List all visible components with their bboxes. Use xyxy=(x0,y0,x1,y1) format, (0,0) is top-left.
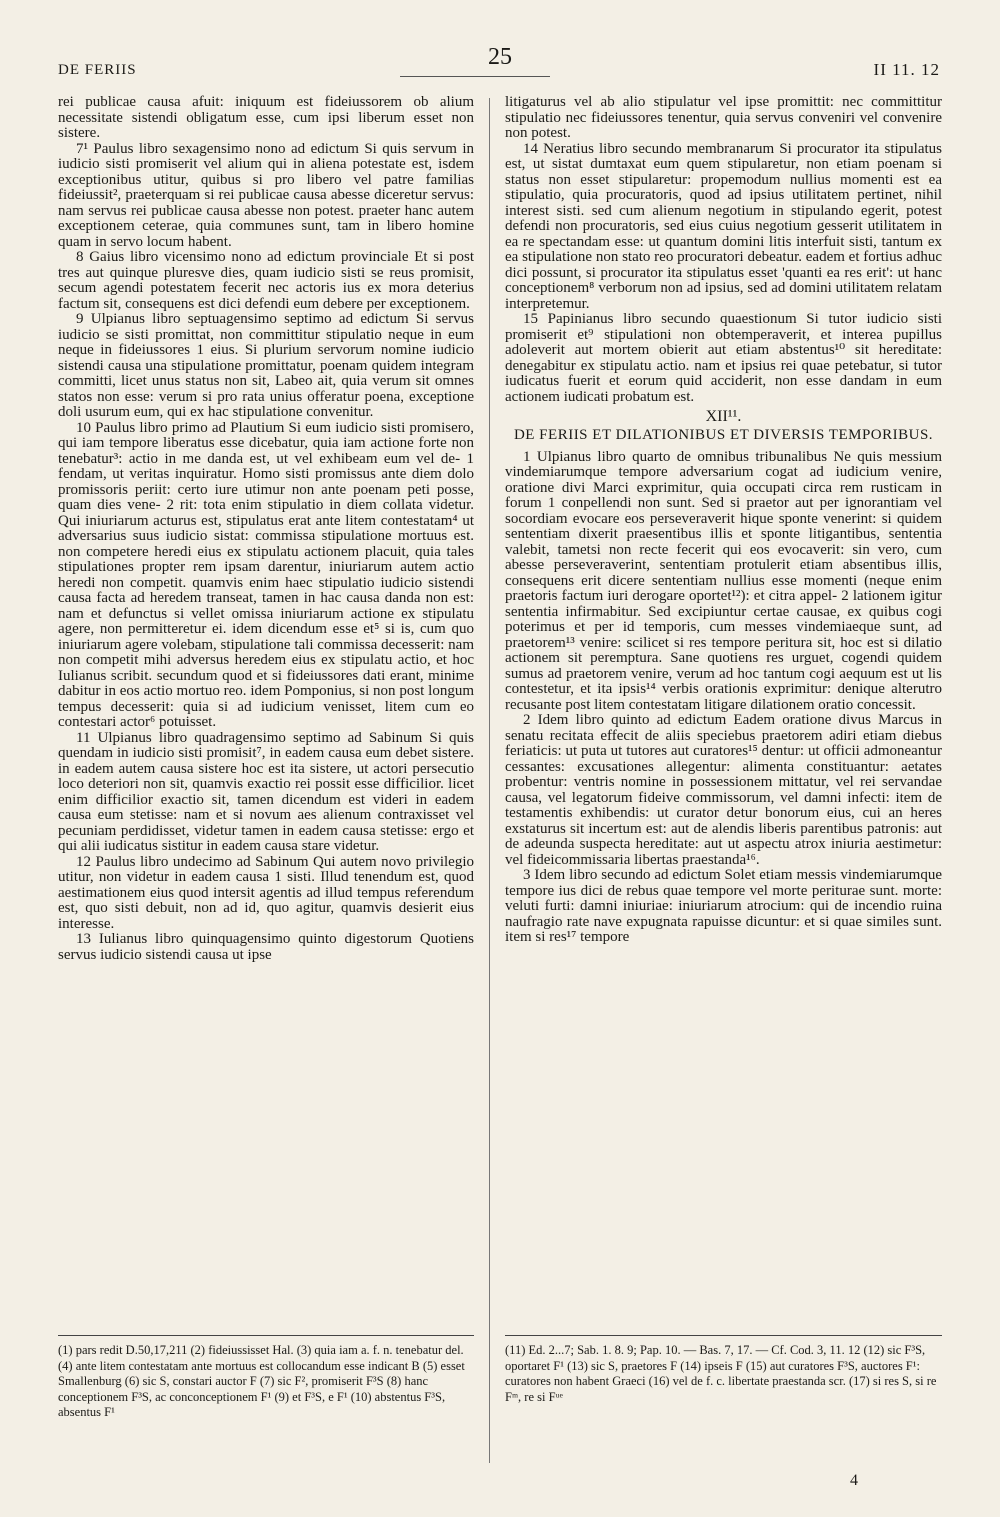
footnote-block: (11) Ed. 2...7; Sab. 1. 8. 9; Pap. 10. — Bas. 7, 17. — Cf. Cod. 3, 11. 12 (12) sic F³S, oportaret F¹ (13) sic S, praetores F (14) ipseis F (15) aut curatores F³S, auctores F¹: curatores non habent Graeci (16) vel de f. c. libertate praestanda scr. (17) si res S, si re Fᵐ, re si Fᵘᵉ xyxy=(505,1343,937,1404)
paragraph: 2 Idem libro quinto ad edictum Eadem oratione divus Marcus in senatu recitata effecit de aliis speciebus praetorem adiri etiam diebus feriaticis: ut puta ut tutores aut curatores¹⁵ dentur: ut officii admoneantur cessantes: excusationes allegentur: alimenta constituantur: aetates probentur: ventris nomine in possessionem mittatur, vel rei servandae causa, vel legatorum fideive commissorum, vel damni infecti: item de testamentis exhibendis: ut curator detur bonorum eius, cui an heres exstaturus sit incertum est: aut de alendis liberis parentibus patronis: aut de adeunda suspecta hereditate: aut ut aspectu atrox iniuria aestimetur: vel fideicommissaria libertas praestanda¹⁶. xyxy=(505,712,942,868)
page-header xyxy=(0,0,1000,90)
paragraph: 15 Papinianus libro secundo quaestionum Si tutor iudicio sisti promiserit et⁹ stipulationi non obtemperaverit, et interea pupillus adoleverit aut mortem obierit aut etiam abstentus¹⁰ sit hereditate: denegabitur ex stipulatu actio. nam et ipsius rei quae petebatur, si tutor iudicatus fuerit et eorum quid acciderit, non esse dandam in eum actionem iudicati probatum est. xyxy=(505,311,942,405)
paragraph: 9 Ulpianus libro septuagensimo septimo ad edictum Si servus iudicio se sisti promittat, non committitur stipulatio neque in eum neque in fideiussores 1 eius. Si plurium servorum nomine iudicio sistendi causa una stipulatione promittatur, poenam quidem integram committi, licet unus status non sit, Labeo ait, quia verum sit omnes statos non esse: verum si pro rata unius offeratur poena, exceptione doli usurum eum, qui ex hac stipulatione convenitur. xyxy=(58,311,474,420)
footnotes-right xyxy=(505,1343,942,1405)
paragraph: 11 Ulpianus libro quadragensimo septimo ad Sabinum Si quis quendam in iudicio sisti promisit⁷, in eadem causa eum debet sistere. in eadem autem causa sistere hoc est ita sistere, ut actori persecutio loco deteriori non sit, quamvis exactio rei possit esse difficilior. licet enim difficilior exactio sit, tamen dicendum est videri in eadem causa eum stetisse: nam et si novum aes alienum contraxisset vel pecuniam perdidisset, videtur tamen in eadem causa stetisse: ergo et qui alii iudicatus sistitur in eadem causa stare videtur. xyxy=(58,729,474,854)
paragraph: 8 Gaius libro vicensimo nono ad edictum provinciale Et si post tres aut quinque pluresve dies, quam iudicio sisti se reus promisit, secum agendi potestatem fecerit nec actoris ius ex mora deterius factum sit, consequens est dici defendi eum debere per exceptionem. xyxy=(58,249,474,312)
running-title: DE FERIIS xyxy=(58,62,137,78)
paragraph: 14 Neratius libro secundo membranarum Si procurator ita stipulatus est, ut sistat dumtaxat eum quem stipularetur, non etiam poenam si status non esset stipularetur: propemodum nullius momenti est ea stipulatio, quia procuratoris, quod ad ipsius utilitatem pertinet, nihil interest sisti. sed cum alienum negotium in stipulando egerit, potest defendi non procuratoris, sed eius cuius negotium gesserit utilitatem in ea re spectandam esse: ut quantum domini litis interfuit sisti, tantum ex ea stipulatione non stato reo procuratori debeatur. eadem et fortius adhuc dici possunt, si procurator ita stipulatus esset 'quanti ea res erit': ut hanc conceptionem⁸ verborum non ad ipsius, sed ad domini utilitatem relatam interpretemur. xyxy=(505,140,942,312)
footnote-block: (1) pars redit D.50,17,211 (2) fideiussisset Hal. (3) quia iam a. f. n. tenebatur del. (4) ante litem contestatam ante mortuus est collocandum esse indicant B (5) esset Smallenburg (6) sic S, constari auctor F (7) sic F², promiserit F³S (8) hanc conceptionem F³S, ac conconceptionem F¹ (9) et F³S, e F¹ (10) abstentus F³S, absentus F¹ xyxy=(58,1343,465,1419)
header-rule xyxy=(400,76,550,77)
paragraph: 10 Paulus libro primo ad Plautium Si eum iudicio sisti promisero, qui iam tempore liberatus esse dicebatur, quia iam actione forte non tenebatur³: actio in me danda est, ut vel exhibeam eum vel de- 1 fendam, ut veritas inquiratur. Homo sisti promissus ante diem dolo promissoris periit: certo iure utimur non ante poenam peti posse, quam dies vene- 2 rit: tota enim stipulatio in diem collata videtur. Qui iniuriarum acturus est, stipulatus erat ante litem contestatam⁴ ut adversarius suus iudicio sistat: commissa stipulatione mortuus est. non competere heredi eius ex stipulatu actionem placuit, quia tales stipulationes propter rem ipsam darentur, iniuriarum autem actio heredi non competit. quamvis enim haec stipulatio iudicio sistendi causa facta ad heredem transeat, tamen in hac causa danda non est: nam et defunctus si vellet omissa iniuriarum actione ex stipulatu agere, non permitteretur ei. idem dicendum esse et⁵ si is, cum quo iniuriarum agere volebam, stipulatione tali commissa decesserit: nam non competit mihi adversus heredem eius ex stipulatu actio, et hoc Iulianus scribit. secundum quod et si fideiussores dati erant, minime dabitur in eos actio mortuo reo. idem Pomponius, si non post longum tempus decesserit: quia si ad iudicium venisset, litem cum eo contestari actor⁶ potuisset. xyxy=(58,419,474,730)
section-number: XII¹¹. xyxy=(705,408,742,425)
footnotes-left xyxy=(58,1343,474,1421)
paragraph: 12 Paulus libro undecimo ad Sabinum Qui autem novo privilegio utitur, non videtur in eadem causa 1 sisti. Illud tenendum est, quod aestimationem eius quod intersit agentis ad illud tempus referendum est, quo sisti debuit, non ad id, quo agitur, quamvis desierit eius interesse. xyxy=(58,853,474,932)
section-title: DE FERIIS ET DILATIONIBUS ET DIVERSIS TEMPORIBUS. xyxy=(513,426,934,443)
paragraph: 13 Iulianus libro quinquagensimo quinto digestorum Quotiens servus iudicio sistendi causa ut ipse xyxy=(58,931,474,963)
footnote-rule xyxy=(58,1335,474,1336)
paragraph: litigaturus vel ab alio stipulatur vel ipse promittit: nec committitur stipulatio nec fideiussores tenentur, quia servus conveniri vel convenire non potest. xyxy=(505,94,942,141)
paragraph: 3 Idem libro secundo ad edictum Solet etiam messis vindemiarumque tempore ius dici de rebus quae tempore vel morte periturae sunt. morte: veluti furti: damni iniuriae: iniuriarum atrocium: qui de incendio ruina naufragio rate nave expugnata rapuisse dicuntur: et si quae similes sunt. item si res¹⁷ tempore xyxy=(505,867,942,945)
paragraph: 1 Ulpianus libro quarto de omnibus tribunalibus Ne quis messium vindemiarumque tempore adversarium cogat ad iudicium venire, oratione divi Marci exprimitur, quia occupati circa rem rusticam in forum 1 conpellendi non sunt. Sed si praetor aut per ignorantiam vel socordiam evocare eos perseveraverit hique sponte venerint: si quidem sententiam dixerit praesentibus illis et sponte litigantibus, sententia valebit, tametsi non recte fecerit qui eos evocaverit: sin vero, cum abesse perseveraverint, sententiam protulerit etiam absentibus illis, consequens erit dicere sententiam nullius esse momenti (neque enim praetoris factum iuri derogare oportet¹²): et citra appel- 2 lationem igitur sententia infirmabitur. Sed excipiuntur certae causae, ex quibus cogi poterimus et per id temporis, cum messes vindemiaeque sunt, ad praetorem¹³ venire: scilicet si res tempore peritura sit, hoc est si dilatio actionem sit peremptura. Sane quotiens res urguet, cogendi quidem sumus ad praetorem venire, verum ad hoc tantum cogi aequum est ut lis contestetur, et ita ipsis¹⁴ verbis orationis exprimitur: denique alterutro recusante post litem contestatam litigare dilationem oratio concessit. xyxy=(505,448,942,713)
page-number: 25 xyxy=(488,44,512,70)
signature-mark: 4 xyxy=(850,1472,858,1489)
paragraph: 7¹ Paulus libro sexagensimo nono ad edictum Si quis servum in iudicio sisti promiserit vel alium qui in aliena potestate est, isdem exceptionibus utitur, quibus si pro libero vel patre familias fideiussit², praeterquam si rei publicae causa abesse diceretur servus: nam servus rei publicae causa abesse non potest. praeter hanc autem exceptionem ceterae, quia communes sunt, tam in libero homine quam in servo locum habent. xyxy=(58,140,474,250)
column-divider xyxy=(489,98,490,1463)
section-reference: II 11. 12 xyxy=(873,60,940,79)
right-column xyxy=(505,95,942,946)
footnote-rule xyxy=(505,1335,942,1336)
left-column xyxy=(58,95,474,963)
paragraph: rei publicae causa afuit: iniquum est fideiussorem ob alium necessitate sistendi obligatum esse, cum ipsi liberum esset non sistere. xyxy=(58,94,474,141)
